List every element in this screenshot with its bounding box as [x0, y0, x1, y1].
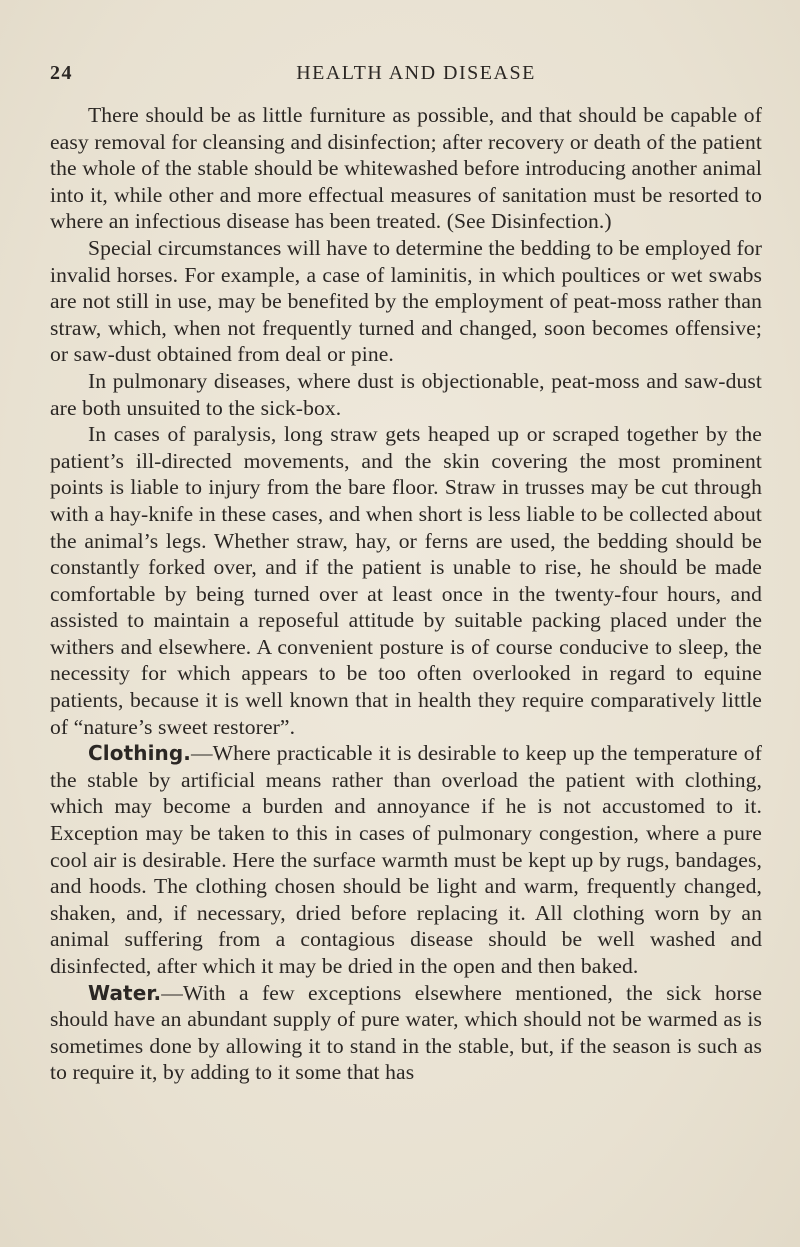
water-heading: Water.	[88, 980, 162, 1005]
paragraph-text: Special circumstances will have to determine the bedding to be employed for invalid horses. For example, a case of laminitis, in which poultices or wet swabs are not still in use, may be benefited by the employment of peat-moss rather than straw, which, when not frequently turned and changed, soon becomes offensive; or saw-dust obtained from deal or pine.	[50, 235, 762, 367]
paragraph-clothing	[50, 740, 762, 979]
paragraph-text: —Where practicable it is desirable to keep up the temperature of the stable by artificial means rather than overload the patient with clothing, which may become a burden and annoyance if he is not accustomed to it. Exception may be taken to this in cases of pulmonary congestion, where a pure cool air is desirable. Here the surface warmth must be kept up by rugs, bandages, and hoods. The clothing chosen should be light and warm, frequently changed, shaken, and, if necessary, dried before replacing it. All clothing worn by an animal suffering from a contagious disease should be well washed and disinfected, after which it may be dried in the open and then baked.	[50, 741, 762, 978]
paragraph-text: In pulmonary diseases, where dust is objectionable, peat-moss and saw-dust are both unsuited to the sick-box.	[50, 368, 762, 420]
paragraph-bedding	[50, 235, 762, 368]
page-number: 24	[50, 62, 73, 84]
paragraph-text: —With a few exceptions elsewhere mentioned, the sick horse should have an abundant supply of pure water, which should not be warmed as is sometimes done by allowing it to stand in the stable, but, if the season is such as to require it, by adding to it some that has	[50, 980, 762, 1085]
body-text	[50, 102, 762, 1086]
paragraph-cleansing	[50, 102, 762, 235]
paragraph-water	[50, 980, 762, 1086]
paragraph-paralysis	[50, 421, 762, 740]
page-header	[50, 62, 762, 90]
clothing-heading: Clothing.	[88, 741, 191, 766]
running-title: HEALTH AND DISEASE	[296, 62, 536, 84]
paragraph-text: In cases of paralysis, long straw gets heaped up or scraped together by the patient’s ill-directed movements, and the skin covering the most prominent points is liable to injury from the bare floor. Straw in trusses may be cut through with a hay-knife in these cases, and when short is less liable to be collected about the animal’s legs. Whether straw, hay, or ferns are used, the bedding should be constantly forked over, and if the patient is unable to rise, he should be made comfortable by being turned over at least once in the twenty-four hours, and assisted to maintain a reposeful attitude by suitable packing placed under the withers and elsewhere. A convenient posture is of course conducive to sleep, the necessity for which appears to be too often overlooked in regard to equine patients, because it is well known that in health they require comparatively little of “nature’s sweet restorer”.	[50, 422, 762, 739]
paragraph-pulmonary	[50, 368, 762, 421]
paragraph-text: There should be as little furniture as possible, and that should be capable of easy removal for cleansing and disinfection; after recovery or death of the patient the whole of the stable should be whitewashed before introducing another animal into it, while other and more effectual measures of sanitation must be resorted to where an infectious disease has been treated. (See Disinfection.)	[50, 103, 762, 234]
